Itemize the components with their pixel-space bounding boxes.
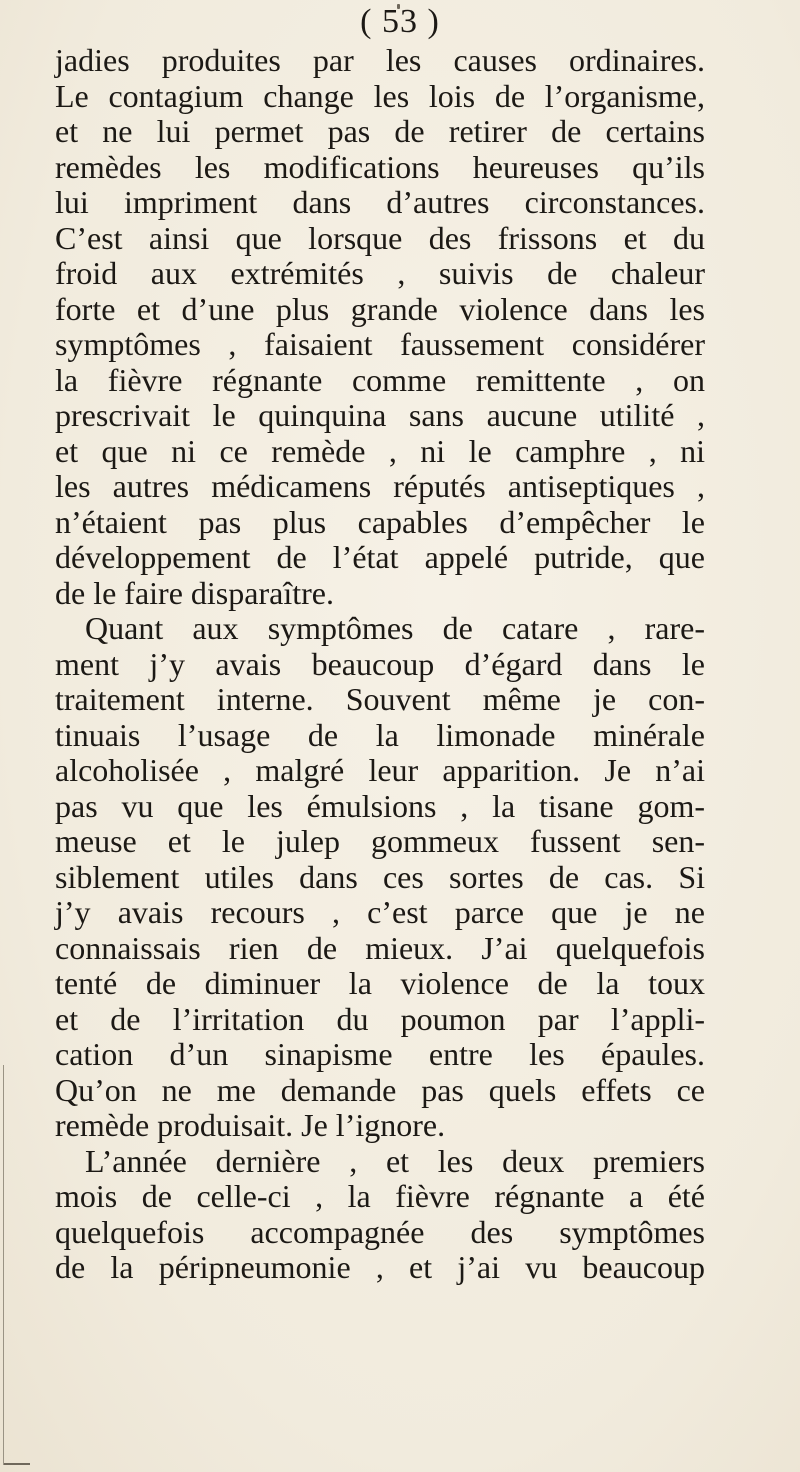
text-line: froid aux extrémités , suivis de chaleur (55, 255, 705, 291)
text-line: et que ni ce remède , ni le camphre , ni (55, 432, 705, 469)
text-line: connaissais rien de mieux. J’ai quelquefois (55, 929, 705, 966)
text-line: meuse et le julep gommeux fussent sen- (55, 823, 705, 859)
text-line: Qu’on ne me demande pas quels effets ce (55, 1071, 705, 1108)
text-line: symptômes , faisaient faussement considérer (55, 326, 705, 362)
paragraph-start-line: Quant aux symptômes de catare , rare- (85, 610, 705, 646)
text-line: ment j’y avais beaucoup d’égard dans le (55, 645, 705, 682)
text-line: n’étaient pas plus capables d’empêcher le (55, 503, 705, 540)
text-line: cation d’un sinapisme entre les épaules. (55, 1036, 705, 1072)
text-line: lui impriment dans d’autres circonstances. (55, 184, 705, 220)
paragraph-end-line: remède produisait. Je l’ignore. (55, 1107, 446, 1143)
text-line: pas vu que les émulsions , la tisane gom- (55, 787, 705, 824)
text-line: alcoholisée , malgré leur apparition. Je n’ai (55, 752, 705, 788)
text-line: la fièvre régnante comme remittente , on (55, 361, 705, 398)
text-line: Le contagium change les lois de l’organisme, (55, 77, 705, 114)
text-line: jadies produites par les causes ordinaires. (55, 42, 705, 78)
text-line: prescrivait le quinquina sans aucune utilité , (55, 397, 705, 433)
paragraph-end-line: de le faire disparaître. (55, 574, 334, 611)
text-line: développement de l’état appelé putride, que (55, 539, 705, 575)
text-line: remèdes les modifications heureuses qu’ils (55, 148, 705, 185)
text-line: forte et d’une plus grande violence dans les (55, 290, 705, 327)
text-line: j’y avais recours , c’est parce que je ne (55, 894, 705, 930)
text-line: et ne lui permet pas de retirer de certains (55, 113, 705, 149)
text-line: quelquefois accompagnée des symptômes (55, 1213, 705, 1250)
paragraph-start-line: L’année dernière , et les deux premiers (85, 1142, 705, 1179)
body-text (55, 43, 705, 1286)
text-line: traitement interne. Souvent même je con- (55, 681, 705, 717)
gutter-shadow-line (3, 1065, 4, 1465)
text-line: les autres médicamens réputés antiseptiques , (55, 468, 705, 504)
text-line: de la péripneumonie , et j’ai vu beaucoup (55, 1249, 705, 1285)
text-line: tenté de diminuer la violence de la toux (55, 965, 705, 1001)
text-line: C’est ainsi que lorsque des frissons et du (55, 219, 705, 256)
text-line: et de l’irritation du poumon par l’appli- (55, 1000, 705, 1037)
corner-mark (4, 1463, 30, 1465)
text-line: mois de celle-ci , la fièvre régnante a été (55, 1178, 705, 1214)
text-line: tinuais l’usage de la limonade minérale (55, 716, 705, 753)
page-number: ( 53 ) (360, 3, 440, 40)
text-line: siblement utiles dans ces sortes de cas. Si (55, 858, 705, 895)
